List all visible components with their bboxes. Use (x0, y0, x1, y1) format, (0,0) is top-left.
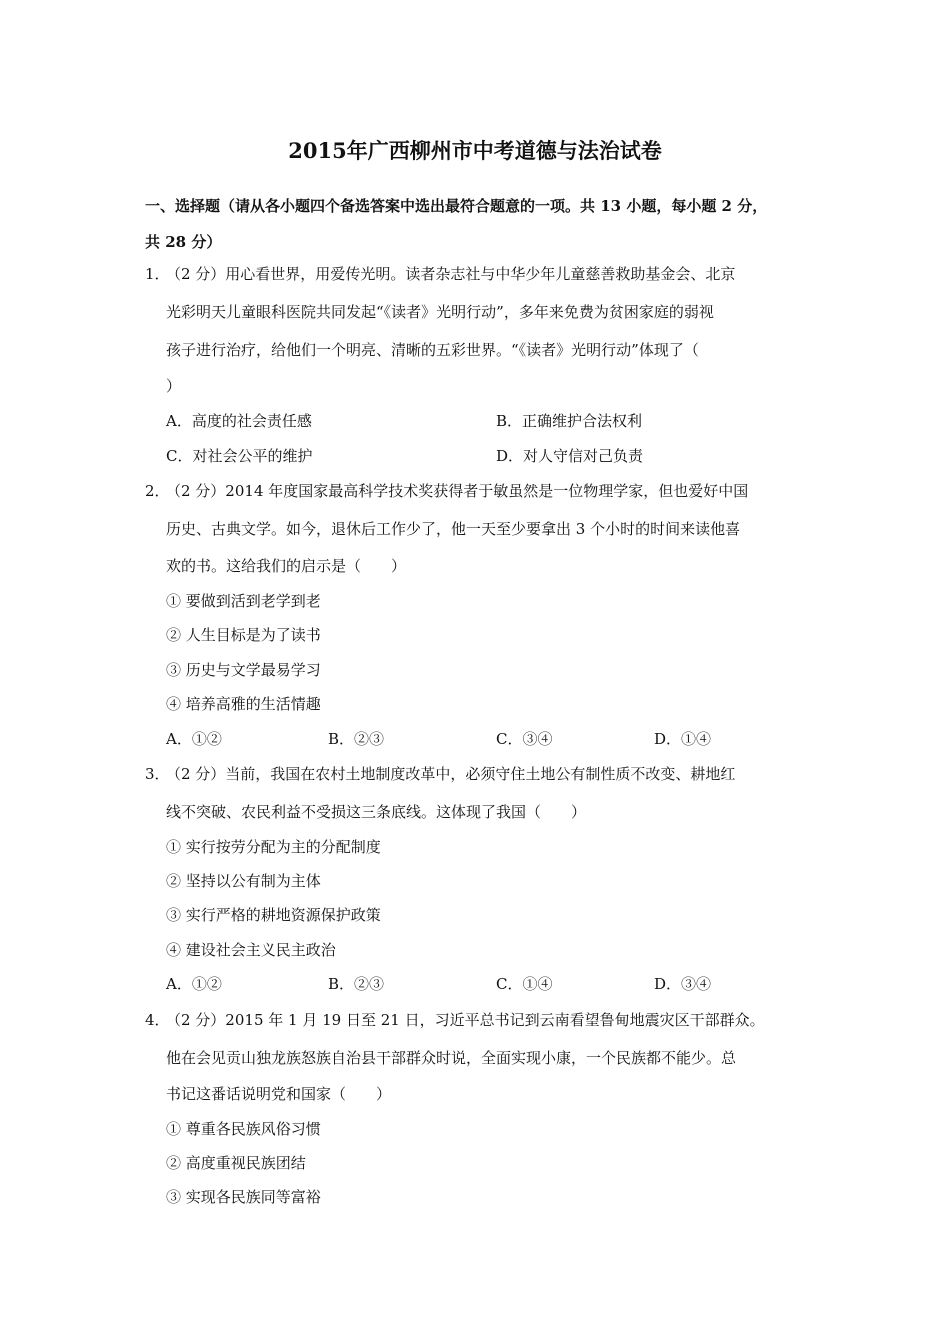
option-c: C．对社会公平的维护 (166, 447, 313, 465)
question-text-line: 他在会见贡山独龙族怒族自治县干部群众时说，全面实现小康，一个民族都不能少。总 (166, 1049, 737, 1067)
option-c: C．①④ (496, 975, 553, 993)
statement-item: ③ 实现各民族同等富裕 (166, 1188, 321, 1206)
statement-item: ③ 历史与文学最易学习 (166, 661, 321, 679)
statement-item: ② 人生目标是为了读书 (166, 626, 321, 644)
option-a: A．①② (166, 975, 222, 993)
statement-item: ③ 实行严格的耕地资源保护政策 (166, 906, 381, 924)
statement-item: ② 高度重视民族团结 (166, 1154, 306, 1172)
question-text-line: 欢的书。这给我们的启示是（ ） (166, 557, 407, 575)
option-a: A．①② (166, 730, 222, 748)
statement-item: ④ 建设社会主义民主政治 (166, 941, 336, 959)
section-heading (145, 188, 825, 260)
option-c: C．③④ (496, 730, 553, 748)
question-text-line: 历史、古典文学。如今，退休后工作少了，他一天至少要拿出 3 个小时的时间来读他喜 (166, 520, 741, 538)
question-text-line: （2 分）当前，我国在农村土地制度改革中，必须守住土地公有制性质不改变、耕地红 (166, 765, 736, 783)
question-number: 4． (145, 1011, 170, 1029)
statement-item: ① 实行按劳分配为主的分配制度 (166, 838, 381, 856)
section-heading-line: 共 28 分） (145, 233, 222, 251)
page-title: 2015年广西柳州市中考道德与法治试卷 (288, 138, 662, 163)
question-number: 1． (145, 265, 170, 283)
question-number: 3． (145, 765, 170, 783)
question-number: 2． (145, 482, 170, 500)
question-text-line: 书记这番话说明党和国家（ ） (166, 1085, 392, 1103)
section-heading-line: 一、选择题（请从各小题四个备选答案中选出最符合题意的一项。共 13 小题，每小题 2 分， (145, 197, 768, 215)
statement-item: ① 尊重各民族风俗习惯 (166, 1120, 321, 1138)
option-d: D．对人守信对己负责 (496, 447, 644, 465)
option-b: B．②③ (328, 730, 385, 748)
question-text-line: （2 分）用心看世界，用爱传光明。读者杂志社与中华少年儿童慈善救助基金会、北京 (166, 265, 736, 283)
question-text-line: 光彩明天儿童眼科医院共同发起“《读者》光明行动”，多年来免费为贫困家庭的弱视 (166, 303, 714, 321)
question-text-line: 线不突破、农民利益不受损这三条底线。这体现了我国（ ） (166, 803, 587, 821)
statement-item: ④ 培养高雅的生活情趣 (166, 695, 321, 713)
option-b: B．②③ (328, 975, 385, 993)
question-text-line: （2 分）2014 年度国家最高科学技术奖获得者于敏虽然是一位物理学家，但也爱好中国 (166, 482, 749, 500)
question-text-line: ） (166, 377, 182, 395)
option-d: D．①④ (654, 730, 712, 748)
option-a: A．高度的社会责任感 (166, 412, 312, 430)
statement-item: ② 坚持以公有制为主体 (166, 872, 321, 890)
question-text-line: 孩子进行治疗，给他们一个明亮、清晰的五彩世界。“《读者》光明行动”体现了（ (166, 341, 699, 359)
option-d: D．③④ (654, 975, 712, 993)
option-b: B．正确维护合法权利 (496, 412, 643, 430)
statement-item: ① 要做到活到老学到老 (166, 592, 321, 610)
question-text-line: （2 分）2015 年 1 月 19 日至 21 日，习近平总书记到云南看望鲁甸地震灾区干部群众。 (166, 1011, 765, 1029)
